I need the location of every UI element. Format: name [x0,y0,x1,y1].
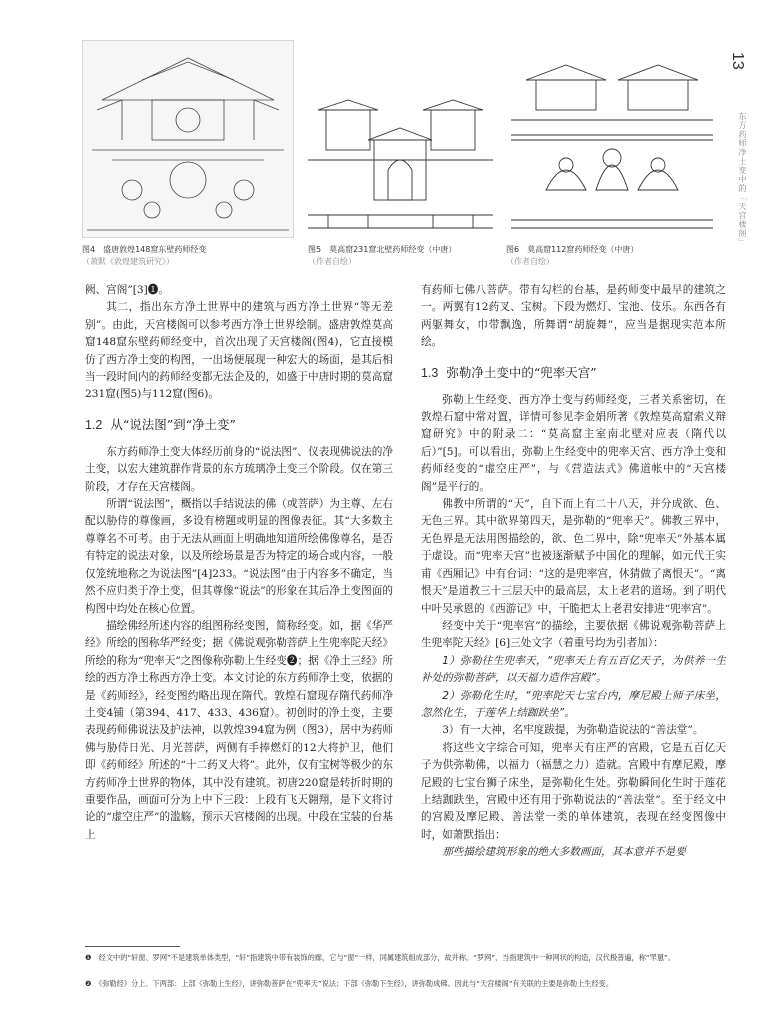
quote-2: 2）弥勒化生时，“兜率陀天七宝台内，摩尼殿上师子床坐，忽然化生，于莲华上结跏趺坐”。 [421,689,726,719]
section-heading-1-2 [85,416,393,434]
paragraph: 描绘佛经所述内容的组图称经变图，简称经变。如，据《华严经》所绘的图称华严经变；据《佛说观弥勒菩萨上生兜率陀天经》所绘的称为“兜率天”之图像称弥勒上生经变❷；据《净土三经》所绘的西方净土称西方净土变。本文讨论的东方药师净土变，依据的是《药师经》，经变图约略出现在隋代。敦煌石窟现存隋代药师净土变4铺（第394、417、433、436窟）。初创时的净土变，主要表现药师佛说法及护法神，以敦煌394窟为例（图3），居中为药师佛与胁侍日光、月光菩萨，两侧有手捧燃灯的12大将护卫，他们即《药师经》所述的“十二药叉大将”。此外，仅有宝树等极少的东方药师净土世界的物体，其中没有建筑。初唐220窟是转折时期的重要作品，画面可分为上中下三段：上段有飞天翱翔，是下文将讨论的“虚空庄严”的滥觞，预示天宫楼阁的出现。中段在宝装的台基上 [85,619,393,841]
figure-4-source: （萧默《敦煌建筑研究》） [82,257,174,266]
figure-4-mural-148 [82,40,294,238]
figure-4-caption-text: 图4 盛唐敦煌148窟东壁药师经变 [82,245,207,254]
footnote-2: ❷ 《弥勒经》分上、下两部：上部《弥勒上生经》，讲弥勒菩萨在“兜率天”说法；下部《弥勒下生经》，讲弥勒成佛。因此与“天宫楼阁”有关联的主要是弥勒上生经变。 [85,979,614,988]
page-number: 13 [729,52,746,70]
section-title: 从“说法图”到“净土变” [110,416,236,432]
figure-6-caption [506,244,638,268]
section-number: 1.3 [421,365,439,380]
figure-5-illustration [308,40,493,238]
block-quote: 那些描绘建筑形象的绝大多数画面，其本意并不是要 [442,846,686,859]
section-title: 弥勒净土变中的“兜率天宫” [446,364,597,380]
right-column [421,282,726,862]
left-column [85,282,393,844]
figure-4-illustration [82,40,294,238]
paragraph: 其二，指出东方净土世界中的建筑与西方净土世界“等无差别”。由此，天宫楼阁可以参考西方净土世界绘制。盛唐敦煌莫高窟148窟东壁药师经变中，首次出现了天宫楼阁(图4)，它直接模仿了西方净土变的构图，一出场便展现一种宏大的场面，是其后相当一段时间内的药师经变都无法企及的，如盛于中唐时期的莫高窟231窟(图5)与112窟(图6)。 [85,301,393,401]
footnote-1: ❶ 经文中的“轩窗、罗网”不是建筑单体类型，“轩”指建筑中带有装饰的廊，它与“窗”一样，同属建筑组成部分，故并称。“罗网”，当指建筑中一种网状的构造，汉代极普遍，称“罘罳”。 [85,953,675,962]
paragraph: 佛教中所谓的“天”，自下而上有二十八天，并分成欲、色、无色三界。其中欲界第四天，是弥勒的“兜率天”。佛教三界中，无色界是无法用图描绘的，欲、色二界中，除“兜率天”外基本属于虚设。而“兜率天宫”也被逐渐赋予中国化的理解，如元代王实甫《西厢记》中有台词：“这的是兜率宫，休猜做了离恨天”。“离恨天”是道教三十三层天中的最高层，太上老君的道场。到了明代中叶吴承恩的《西游记》中，干脆把太上老君安排进“兜率宫”。 [421,498,726,615]
figure-5-caption-text: 图5 莫高窟231窟北壁药师经变（中唐） [308,245,457,254]
section-number: 1.2 [85,417,103,432]
paragraph: 弥勒上生经变、西方净土变与药师经变，三者关系密切，在敦煌石窟中常对置，详情可参见李金娟所著《敦煌莫高窟索义辩窟研究》中的附录二：“莫高窟主室南北壁对应表（隋代以后）”[5]。可以看出，弥勒上生经变中的兜率天宫、西方净土变和药师经变的“虚空庄严”，与《营造法式》佛道帐中的“天宫楼阁”是平行的。 [421,393,726,493]
figure-6-illustration [506,40,718,238]
paragraph: 所谓“说法图”，概指以手结说法的佛（或菩萨）为主尊、左右配以胁侍的尊像画，多设有榜题或明显的图像表征。其“大多数主尊尊名不可考。由于无法从画面上明确地知道所绘佛像尊名，是否有特定的说法对象，以及所绘场景是否为特定的场合或内容，一般仅笼统地称之为说法图”[4]233。“说法图”由于内容多不确定，当然不应归类于净土变，但其尊像“说法”的形象在其后净土变图面的构图中均处在核心位置。 [85,498,393,615]
paragraph: 有药师七佛八菩萨。带有勾栏的台基，是药师变中最早的建筑之一。两翼有12药叉、宝树。下段为燃灯、宝池、伎乐。东西各有两躯舞女，巾带飘逸，所舞谓“胡旋舞”，应当是据现实范本所绘。 [421,284,726,349]
figure-4-caption [82,244,206,268]
footnote-divider [85,946,180,947]
running-head: 东方药师净土变中的「天宫楼阁」 [738,112,747,247]
figure-5-source: （作者自绘） [308,257,356,266]
figure-6-caption-text: 图6 莫高窟112窟药师经变（中唐） [506,245,639,254]
figure-6-mural-112 [506,40,718,238]
paragraph: 经变中关于“兜率宫”的描绘，主要依据《佛说观弥勒菩萨上生兜率陀天经》[6]三处文字（着重号均为引者加）： [421,619,726,650]
figure-5-caption [308,244,456,268]
paragraph: 将这些文字综合可知，兜率天有庄严的宫殿，它是五百亿天子为供弥勒佛，以福力（福慧之力）造就。宫殿中有摩尼殿，摩尼殿的七宝台狮子床坐，是弥勒化生处。弥勒瞬间化生时于莲花上结跏趺坐，宫殿中还有用于弥勒说法的“善法堂”。至于经文中的宫殿及摩尼殿、善法堂一类的单体建筑，表现在经变图像中时，如萧默指出： [421,741,726,841]
figure-6-source: （作者自绘） [506,257,554,266]
figure-5-mural-231 [308,40,493,238]
paragraph: 阙、宫阁”[3]❶。 [85,284,169,296]
quote-1: 1）弥勒往生兜率天，“兜率天上有五百亿天子，为供养一生补处的弥勒菩萨，以天福力造作宫殿”。 [421,654,726,685]
paragraph: 3）有一大神，名牢度跋提，为弥勒造说法的“善法堂”。 [442,724,704,737]
paragraph: 东方药师净土变大体经历前身的“说法图”、仪表现佛说法的净土变，以宏大建筑群作背景的东方琉璃净土变三个阶段。仅在第三阶段，才存在天宫楼阁。 [85,445,393,493]
section-heading-1-3 [421,364,726,382]
